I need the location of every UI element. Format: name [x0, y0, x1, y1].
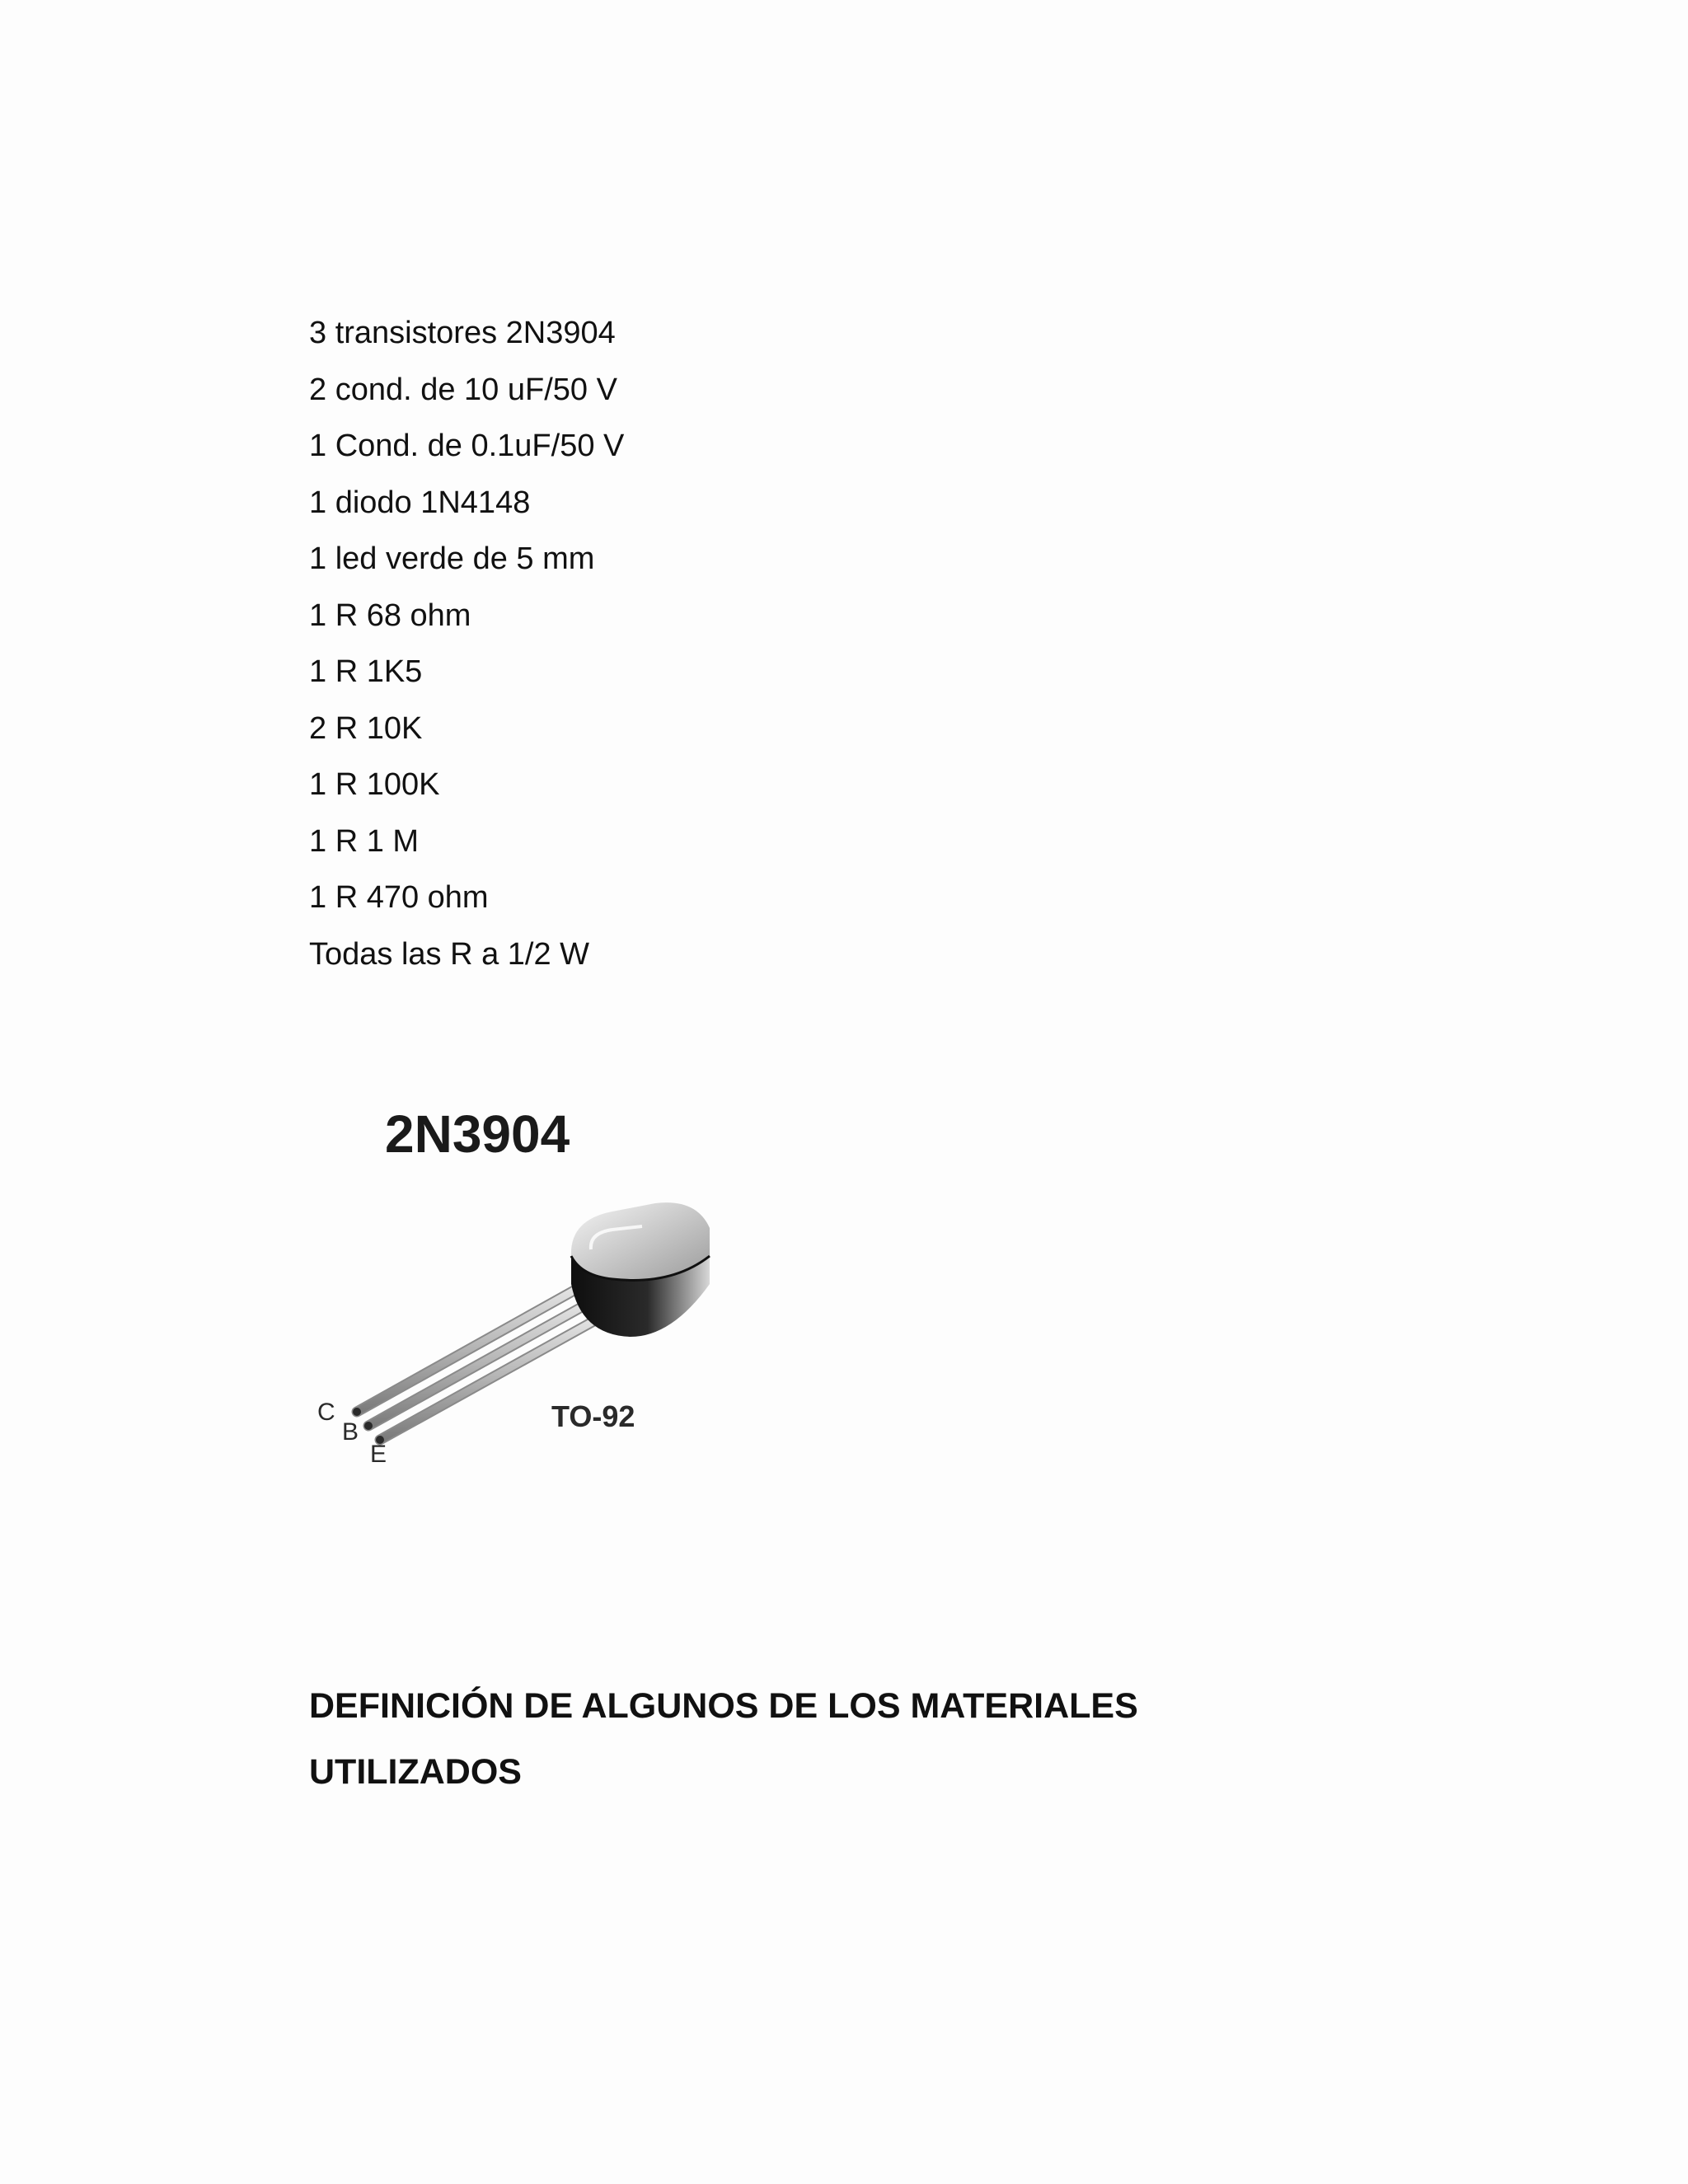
list-item: 1 led verde de 5 mm [309, 541, 595, 576]
list-item: 2 cond. de 10 uF/50 V [309, 372, 617, 407]
list-item: 1 Cond. de 0.1uF/50 V [309, 429, 625, 463]
list-item: 1 R 68 ohm [309, 598, 471, 633]
pin-c-dot [353, 1408, 361, 1416]
list-item: Todas las R a 1/2 W [309, 936, 590, 972]
section-heading [309, 1673, 1381, 1805]
package-label: TO-92 [551, 1399, 635, 1433]
transistor-illustration [309, 1088, 738, 1483]
pin-e-label: E [370, 1441, 387, 1468]
list-item: 2 R 10K [309, 710, 423, 746]
list-item: 1 diodo 1N4148 [309, 485, 531, 520]
pin-b-label: B [342, 1418, 359, 1446]
list-item: 1 R 1 M [309, 823, 420, 859]
pin-c-label: C [317, 1399, 335, 1426]
transistor-figure [309, 1088, 738, 1483]
section-heading-line1: DEFINICIÓN DE ALGUNOS DE LOS MATERIALES [309, 1686, 1138, 1726]
list-item: 1 R 100K [309, 767, 440, 802]
list-item: 1 R 1K5 [309, 654, 423, 689]
list-item: 3 transistores 2N3904 [309, 316, 616, 350]
transistor-body [571, 1202, 710, 1337]
pin-b-dot [364, 1422, 373, 1430]
parts-list [309, 305, 624, 982]
list-item: 1 R 470 ohm [309, 880, 489, 915]
section-heading-line2: UTILIZADOS [309, 1752, 522, 1792]
figure-title: 2N3904 [385, 1104, 570, 1164]
